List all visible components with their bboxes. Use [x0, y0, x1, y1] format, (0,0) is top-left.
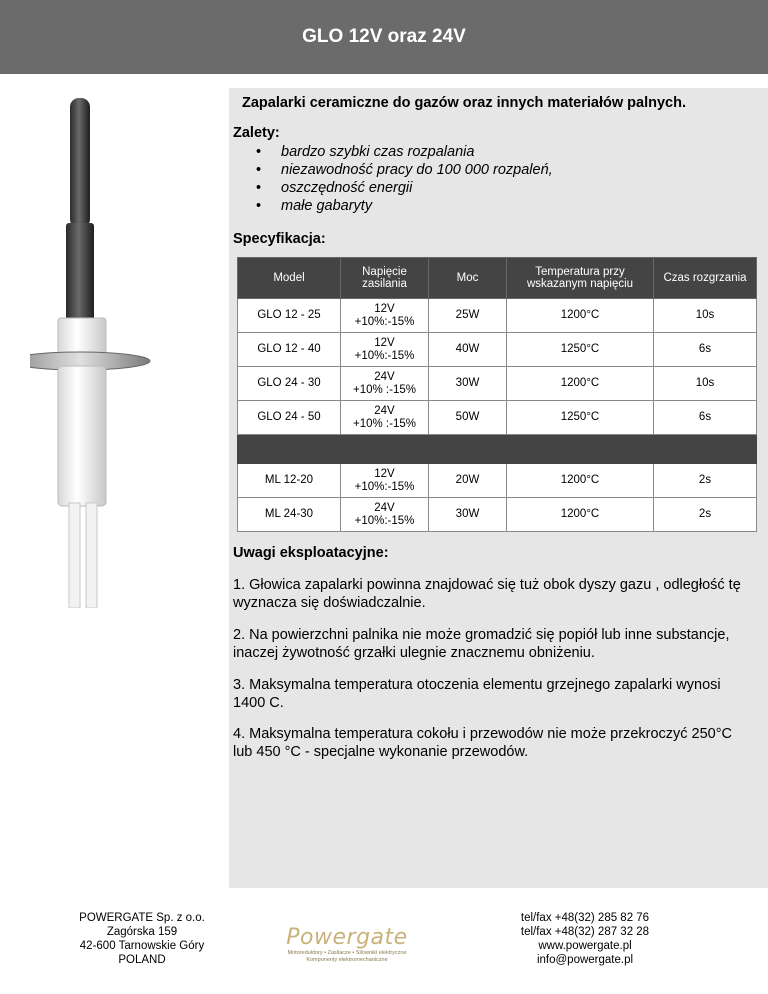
specification-table: [237, 257, 757, 532]
note-item: 3. Maksymalna temperatura otoczenia elementu grzejnego zapalarki wynosi 1400 C.: [233, 677, 721, 711]
advantages-list: [233, 143, 553, 215]
cell-voltage: [341, 299, 429, 333]
voltage-tolerance: +10%:-15%: [354, 480, 415, 493]
cell-heat-time: 10s: [654, 367, 757, 401]
cell-voltage: [341, 498, 429, 532]
advantage-item: • bardzo szybki czas rozpalania: [233, 143, 553, 161]
cell-voltage: [341, 464, 429, 498]
voltage-value: 24V: [374, 370, 395, 383]
company-street: Zagórska 159: [106, 926, 178, 938]
cell-heat-time: 6s: [654, 401, 757, 435]
cell-model: GLO 24 - 50: [238, 401, 341, 435]
phone-2: tel/fax +48(32) 287 32 28: [520, 926, 650, 938]
column-header-heat-time: Czas rozgrzania: [654, 258, 757, 299]
website-link[interactable]: www.powergate.pl: [538, 940, 632, 952]
product-subtitle: Zapalarki ceramiczne do gazów oraz innych materiałów palnych.: [242, 95, 686, 111]
cell-heat-time: 2s: [654, 464, 757, 498]
lead-wire-left: [69, 503, 80, 608]
page-title: GLO 12V oraz 24V: [302, 26, 466, 47]
cell-model: GLO 24 - 30: [238, 367, 341, 401]
cell-temperature: 1250°C: [507, 401, 654, 435]
voltage-value: 24V: [374, 404, 395, 417]
voltage-tolerance: +10% :-15%: [353, 383, 416, 396]
cell-heat-time: 10s: [654, 299, 757, 333]
ceramic-body-lower: [58, 366, 106, 506]
cell-temperature: 1200°C: [507, 299, 654, 333]
contact-info: [500, 911, 670, 967]
company-address: [56, 911, 228, 967]
voltage-tolerance: +10%:-15%: [354, 315, 415, 328]
cell-power: 25W: [429, 299, 507, 333]
voltage-value: 12V: [374, 302, 395, 315]
column-header-power: Moc: [429, 258, 507, 299]
cell-power: 50W: [429, 401, 507, 435]
cell-model: GLO 12 - 40: [238, 333, 341, 367]
table-row: [238, 333, 757, 367]
logo-tagline: Motoreduktory • Zasilacze • Silowniki elektryczne: [287, 950, 407, 956]
page-header: [0, 0, 768, 74]
table-header-row: [238, 258, 757, 299]
cell-voltage: [341, 401, 429, 435]
note-item: 4. Maksymalna temperatura cokołu i przewodów nie może przekroczyć 250°C lub 450 °C - specjalne wykonanie przewodów.: [233, 726, 733, 760]
heating-rod: [70, 98, 90, 228]
igniter-product-image: [30, 98, 220, 608]
cell-power: 40W: [429, 333, 507, 367]
table-row: [238, 367, 757, 401]
column-header-model: Model: [238, 258, 341, 299]
voltage-tolerance: +10%:-15%: [354, 349, 415, 362]
cell-temperature: 1200°C: [507, 498, 654, 532]
advantage-item: • niezawodność pracy do 100 000 rozpaleń,: [233, 161, 553, 179]
separator-cell: [238, 435, 757, 464]
voltage-tolerance: +10%:-15%: [354, 514, 415, 527]
cell-temperature: 1200°C: [507, 367, 654, 401]
cell-heat-time: 2s: [654, 498, 757, 532]
voltage-value: 24V: [374, 501, 395, 514]
note-item: 2. Na powierzchni palnika nie może gromadzić się popiół lub inne substancje, inaczej żywotność grzałki ulegnie znacznemu obniżeniu.: [233, 627, 730, 661]
cell-voltage: [341, 367, 429, 401]
advantage-item: • małe gabaryty: [233, 197, 553, 215]
powergate-logo: [282, 926, 412, 968]
cell-power: 30W: [429, 367, 507, 401]
table-row: [238, 464, 757, 498]
note-item: 1. Głowica zapalarki powinna znajdować się tuż obok dyszy gazu , odległość tę wyznacza się doświadczalnie.: [233, 577, 741, 611]
specification-heading: Specyfikacja:: [233, 231, 326, 247]
cell-temperature: 1200°C: [507, 464, 654, 498]
company-country: POLAND: [118, 954, 166, 966]
cell-model: ML 12-20: [238, 464, 341, 498]
email-link[interactable]: info@powergate.pl: [536, 954, 634, 966]
cell-heat-time: 6s: [654, 333, 757, 367]
lead-wire-right: [86, 503, 97, 608]
voltage-value: 12V: [374, 336, 395, 349]
table-row: [238, 401, 757, 435]
cell-model: ML 24-30: [238, 498, 341, 532]
cell-voltage: [341, 333, 429, 367]
column-header-voltage: Napięcie zasilania: [341, 258, 429, 299]
cell-power: 20W: [429, 464, 507, 498]
advantages-heading: Zalety:: [233, 125, 280, 141]
company-city: 42-600 Tarnowskie Góry: [79, 940, 205, 952]
cell-model: GLO 12 - 25: [238, 299, 341, 333]
table-separator-row: [238, 435, 757, 464]
voltage-value: 12V: [374, 467, 395, 480]
cell-temperature: 1250°C: [507, 333, 654, 367]
column-header-temperature: Temperatura przy wskazanym napięciu: [507, 258, 654, 299]
phone-1: tel/fax +48(32) 285 82 76: [520, 912, 650, 924]
advantage-item: • oszczędność energii: [233, 179, 553, 197]
rod-base: [66, 223, 94, 323]
logo-tagline-2: Komponenty elektromechaniczne: [306, 957, 388, 963]
logo-wordmark: Powergate: [286, 925, 408, 950]
company-name: POWERGATE Sp. z o.o.: [79, 912, 205, 924]
cell-power: 30W: [429, 498, 507, 532]
table-row: [238, 498, 757, 532]
notes-heading: Uwagi eksploatacyjne:: [233, 545, 389, 561]
table-row: [238, 299, 757, 333]
voltage-tolerance: +10% :-15%: [353, 417, 416, 430]
